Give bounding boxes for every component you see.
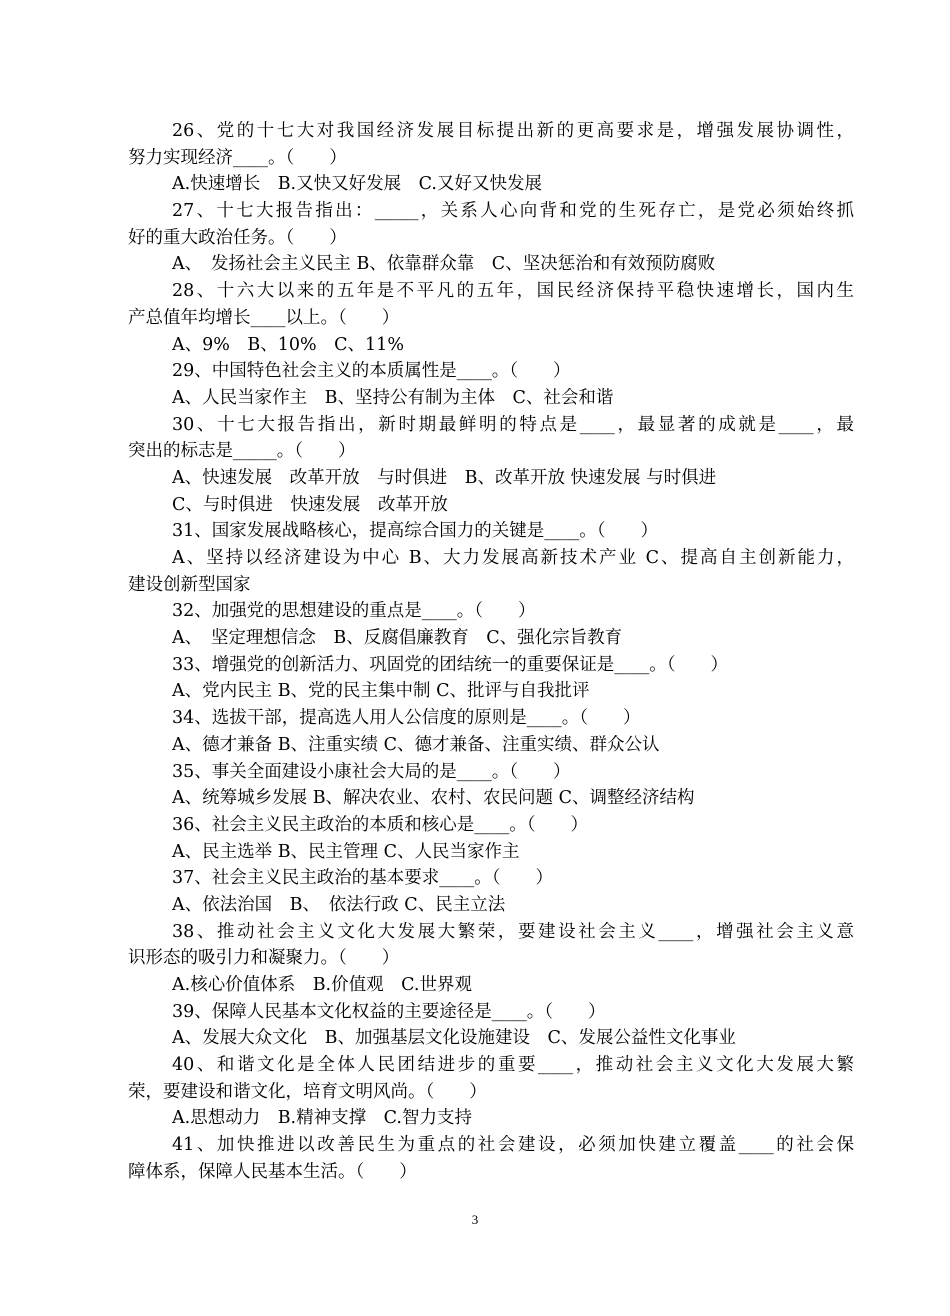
text-line: 识形态的吸引力和凝聚力。（ ） (128, 948, 400, 969)
text-line: A、9% B、10% C、11% (172, 334, 404, 355)
text-line: 26、党的十七大对我国经济发展目标提出新的更高要求是，增强发展协调性， (172, 121, 854, 141)
text-line: A、发展大众文化 B、加强基层文化设施建设 C、发展公益性文化事业 (172, 1028, 736, 1049)
text-line: A、坚持以经济建设为中心 B、大力发展高新技术产业 C、提高自主创新能力， (172, 548, 854, 568)
text-line: C、与时俱进 快速发展 改革开放 (172, 494, 448, 515)
text-line: 34、选拔干部，提高选人用人公信度的原则是____。（ ） (172, 708, 641, 729)
text-line: 41、加快推进以改善民生为重点的社会建设，必须加快建立覆盖____的社会保 (172, 1135, 854, 1156)
text-line: 33、增强党的创新活力、巩固党的团结统一的重要保证是____。（ ） (172, 654, 729, 675)
text-line: 39、保障人民基本文化权益的主要途径是____。（ ） (172, 1001, 606, 1022)
text-line: A、 发扬社会主义民主 B、依靠群众靠 C、坚决惩治和有效预防腐败 (172, 254, 716, 275)
text-line: 27、十七大报告指出：_____，关系人心向背和党的生死存亡，是党必须始终抓 (172, 201, 854, 222)
text-line: 好的重大政治任务。（ ） (128, 227, 347, 248)
text-line: 36、社会主义民主政治的本质和核心是____。（ ） (172, 814, 589, 835)
text-line: A、人民当家作主 B、坚持公有制为主体 C、社会和谐 (172, 387, 614, 408)
text-line: 荣，要建设和谐文化，培育文明风尚。（ ） (128, 1081, 487, 1102)
text-line: 产总值年均增长____以上。（ ） (128, 307, 400, 328)
text-line: 32、加强党的思想建设的重点是____。（ ） (172, 601, 536, 622)
text-line: 30、十七大报告指出，新时期最鲜明的特点是____，最显著的成就是____，最 (172, 414, 854, 435)
question-list (128, 118, 854, 1186)
text-line: A、民主选举 B、民主管理 C、人民当家作主 (172, 841, 520, 862)
text-line: 40、和谐文化是全体人民团结进步的重要____，推动社会主义文化大发展大繁 (172, 1055, 854, 1076)
text-line: A.思想动力 B.精神支撑 C.智力支持 (172, 1108, 472, 1129)
text-line: A、党内民主 B、党的民主集中制 C、批评与自我批评 (172, 681, 590, 702)
text-line: 28、十六大以来的五年是不平凡的五年，国民经济保持平稳快速增长，国内生 (172, 281, 854, 302)
text-line: 35、事关全面建设小康社会大局的是____。（ ） (172, 761, 571, 782)
text-line: A、 坚定理想信念 B、反腐倡廉教育 C、强化宗旨教育 (172, 628, 623, 649)
text-line: A.核心价值体系 B.价值观 C.世界观 (172, 975, 472, 995)
text-line: A、统筹城乡发展 B、解决农业、农村、农民问题 C、调整经济结构 (172, 788, 695, 809)
text-line: 努力实现经济____。（ ） (128, 147, 347, 168)
text-line: 建设创新型国家 (128, 574, 251, 595)
text-line: 29、中国特色社会主义的本质属性是____。（ ） (172, 361, 571, 382)
text-line: 31、国家发展战略核心，提高综合国力的关键是____。（ ） (172, 521, 659, 542)
text-line: 37、社会主义民主政治的基本要求____。（ ） (172, 868, 554, 889)
page-number: 3 (471, 1212, 479, 1227)
text-line: 障体系，保障人民基本生活。（ ） (128, 1161, 417, 1182)
text-line: 突出的标志是_____。（ ） (128, 441, 356, 462)
text-line: A、依法治国 B、 依法行政 C、民主立法 (172, 894, 506, 915)
text-line: A、德才兼备 B、注重实绩 C、德才兼备、注重实绩、群众公认 (172, 734, 660, 755)
text-line: A.快速增长 B.又快又好发展 C.又好又快发展 (172, 174, 542, 195)
text-line: 38、推动社会主义文化大发展大繁荣，要建设社会主义____，增强社会主义意 (172, 921, 854, 942)
text-line: A、快速发展 改革开放 与时俱进 B、改革开放 快速发展 与时俱进 (172, 467, 717, 488)
